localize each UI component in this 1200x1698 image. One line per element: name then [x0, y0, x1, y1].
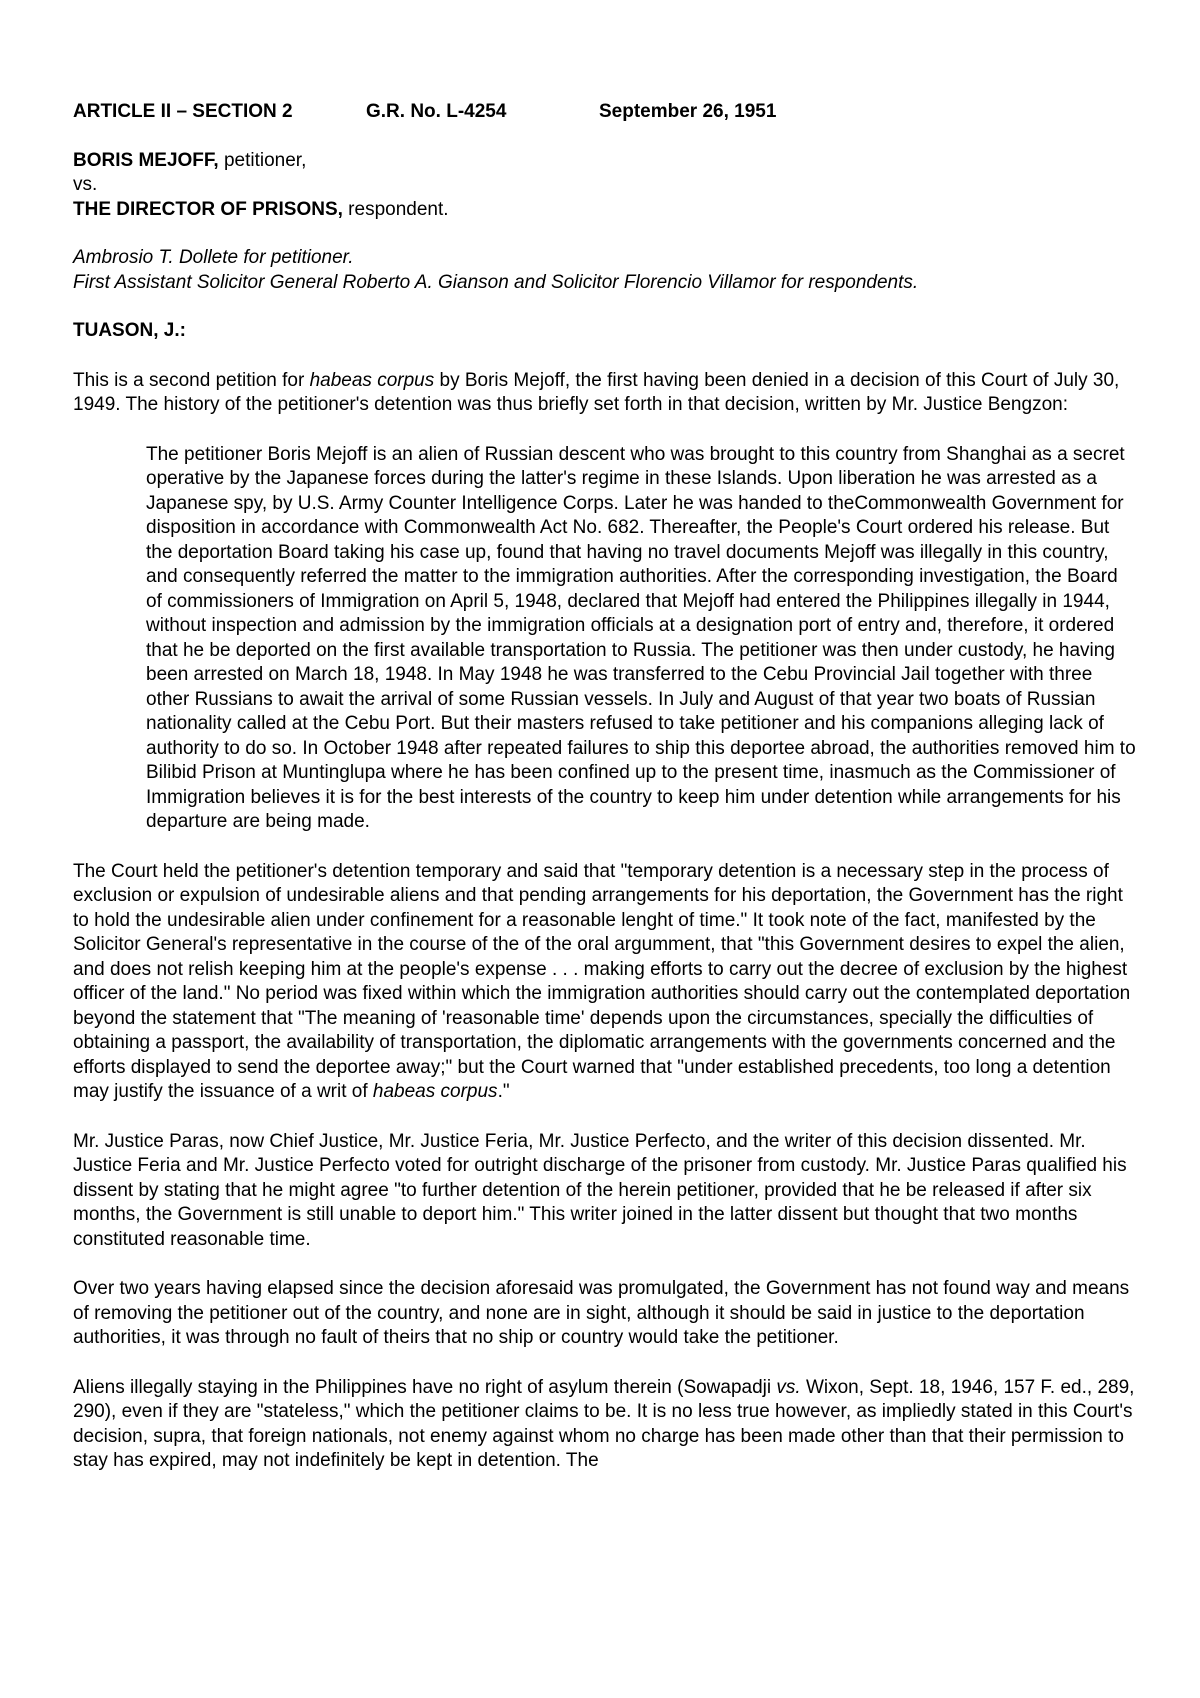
counsel-respondents: First Assistant Solicitor General Roberto A. Gianson and Solicitor Florencio Villamor for respondents. — [73, 271, 919, 293]
paragraph-2-post: ." — [497, 1081, 510, 1102]
paragraph-2-italic: habeas corpus — [372, 1081, 498, 1102]
petitioner-name: BORIS MEJOFF, — [73, 149, 219, 171]
quoted-decision: The petitioner Boris Mejoff is an alien of Russian descent who was brought to this country from Shanghai as a secret operative by the Japanese forces during the latter's regime in these Islands. Upon liberation he was arrested as a Japanese spy, by U.S. Army Counter Intelligence Corps. Later he was handed to theCommonwealth Government for disposition in accordance with Commonwealth Act No. 682. Thereafter, the People's Court ordered his release. But the deportation Board taking his case up, found that having no travel documents Mejoff was illegally in this country, and consequently referred the matter to the immigration authorities. After the corresponding investigation, the Board of commissioners of Immigration on April 5, 1948, declared that Mejoff had entered the Philippines illegally in 1944, without inspection and admission by the immigration officials at a designation port of entry and, therefore, it ordered that he be deported on the first available transportation to Russia. The petitioner was then under custody, he having been arrested on March 18, 1948. In May 1948 he was transferred to the Cebu Provincial Jail together with three other Russians to await the arrival of some Russian vessels. In July and August of that year two boats of Russian nationality called at the Cebu Port. But their masters refused to take petitioner and his companions alleging lack of authority to do so. In October 1948 after repeated failures to ship this deportee abroad, the authorities removed him to Bilibid Prison at Muntinglupa where he has been confined up to the present time, inasmuch as the Commissioner of Immigration believes it is for the best interests of the country to keep him under detention while arrangements for his departure are being made. — [146, 443, 1136, 832]
decision-date: September 26, 1951 — [599, 101, 777, 122]
respondent-line — [73, 198, 1137, 223]
paragraph-2 — [73, 860, 1137, 1105]
respondent-role: respondent. — [342, 198, 449, 220]
ponente: TUASON, J.: — [73, 320, 186, 341]
paragraph-1 — [73, 369, 1137, 418]
paragraph-1-pre: This is a second petition for — [73, 369, 310, 391]
paragraph-1-post: by Boris Mejoff, the first having been denied in a decision of this Court of July 30, 1949. The history of the petitioner's detention was thus briefly set forth in that decision, written by Mr. Justice Bengzon: — [73, 369, 1120, 415]
petitioner-role: petitioner, — [218, 149, 307, 171]
gr-number: G.R. No. L-4254 — [366, 101, 507, 122]
versus: vs. — [73, 174, 98, 195]
paragraph-3: Mr. Justice Paras, now Chief Justice, Mr. Justice Feria, Mr. Justice Perfecto, and the writer of this decision dissented. Mr. Justice Feria and Mr. Justice Perfecto voted for outright discharge of the prisoner from custody. Mr. Justice Paras qualified his dissent by stating that he might agree "to further detention of the herein petitioner, provided that he be released if after six months, the Government is still unable to deport him." This writer joined in the latter dissent but thought that two months constituted reasonable time. — [73, 1130, 1127, 1250]
respondent-name: THE DIRECTOR OF PRISONS, — [73, 198, 343, 220]
paragraph-4: Over two years having elapsed since the decision aforesaid was promulgated, the Government has not found way and means of removing the petitioner out of the country, and none are in sight, although it should be said in justice to the deportation authorities, it was through no fault of theirs that no ship or country would take the petitioner. — [73, 1278, 1130, 1348]
paragraph-1-italic: habeas corpus — [309, 369, 435, 391]
case-header — [73, 100, 1137, 125]
counsel-petitioner: Ambrosio T. Dollete for petitioner. — [73, 247, 354, 268]
counsel — [73, 246, 1137, 295]
paragraph-5-italic: vs. — [776, 1376, 801, 1398]
paragraph-5 — [73, 1376, 1137, 1474]
paragraph-2-pre: The Court held the petitioner's detention temporary and said that "temporary detention is a necessary step in the process of exclusion or expulsion of undesirable aliens and that pending arrangements for his deportation, the Government has the right to hold the undesirable alien under confinement for a reasonable lenght of time." It took note of the fact, manifested by the Solicitor General's representative in the course of the of the oral argumment, that "this Government desires to expel the alien, and does not relish keeping him at the people's expense . . . making efforts to carry out the decree of exclusion by the highest officer of the land." No period was fixed within which the immigration authorities should carry out the contemplated deportation beyond the statement that "The meaning of 'reasonable time' depends upon the circumstances, specially the difficulties of obtaining a passport, the availability of transportation, the diplomatic arrangements with the governments concerned and the efforts displayed to send the deportee away;" but the Court warned that "under established precedents, too long a detention may justify the issuance of a writ of — [73, 860, 1131, 1102]
paragraph-5-post: Wixon, Sept. 18, 1946, 157 F. ed., 289, 290), even if they are "stateless," which the petitioner claims to be. It is no less true however, as impliedly stated in this Court's decision, supra, that foreign nationals, not enemy against whom no charge has been made other than that their permission to stay has expired, may not indefinitely be kept in detention. The — [73, 1376, 1135, 1471]
article-section: ARTICLE II – SECTION 2 — [73, 101, 293, 122]
paragraph-5-pre: Aliens illegally staying in the Philippines have no right of asylum therein (Sowapadji — [73, 1376, 777, 1398]
document-page — [73, 100, 1137, 1474]
petitioner-line — [73, 149, 1137, 174]
case-parties — [73, 149, 1137, 223]
